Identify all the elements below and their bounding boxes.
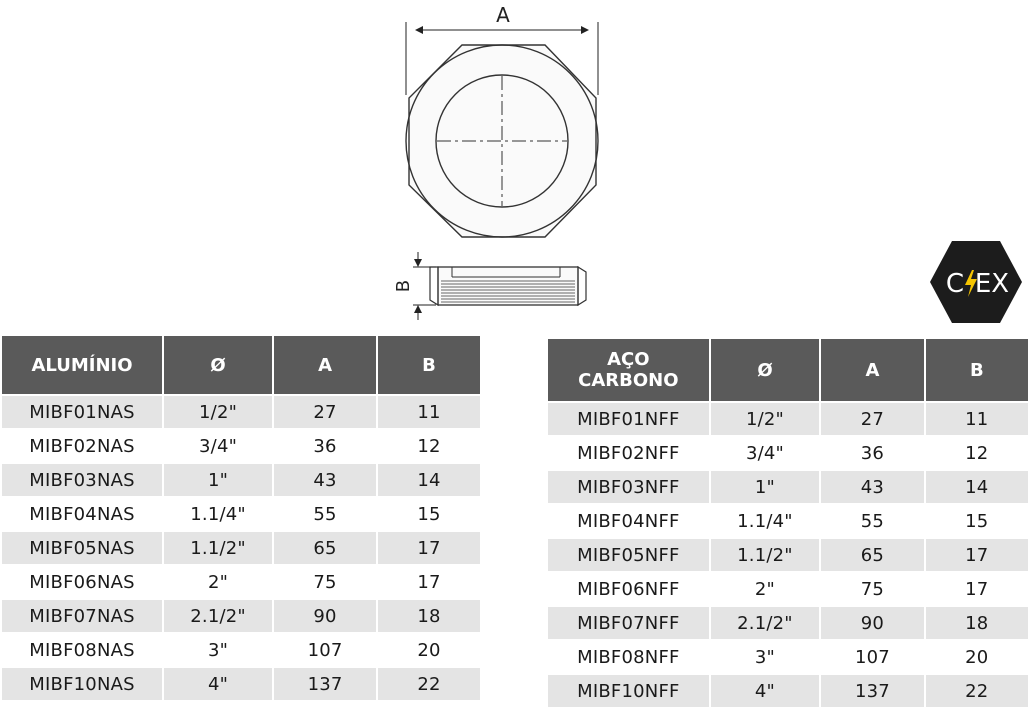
table-row xyxy=(2,464,480,496)
header-diameter: Ø xyxy=(711,339,820,401)
cell-diameter: 1.1/4" xyxy=(711,505,820,537)
cell-diameter: 1.1/2" xyxy=(164,532,272,564)
cell-diameter: 1.1/2" xyxy=(711,539,820,571)
cell-a: 137 xyxy=(821,675,923,707)
table-row xyxy=(548,539,1028,571)
cell-b: 22 xyxy=(926,675,1028,707)
header-material-line1: AÇO xyxy=(607,349,650,370)
table-row xyxy=(2,430,480,462)
header-a: A xyxy=(274,336,376,394)
cell-diameter: 4" xyxy=(711,675,820,707)
cell-b: 20 xyxy=(926,641,1028,673)
cell-b: 11 xyxy=(926,403,1028,435)
cell-b: 17 xyxy=(378,566,480,598)
cell-b: 12 xyxy=(378,430,480,462)
table-header-row xyxy=(548,339,1028,401)
cell-code: MIBF08NAS xyxy=(2,634,162,666)
table-row xyxy=(2,634,480,666)
dimension-a-label: A xyxy=(496,3,510,27)
cell-diameter: 1.1/4" xyxy=(164,498,272,530)
cell-code: MIBF08NFF xyxy=(548,641,709,673)
header-material: ALUMÍNIO xyxy=(2,336,162,394)
cell-code: MIBF02NAS xyxy=(2,430,162,462)
cell-a: 36 xyxy=(274,430,376,462)
table-header-row xyxy=(2,336,480,394)
cell-diameter: 2.1/2" xyxy=(164,600,272,632)
cell-a: 90 xyxy=(821,607,923,639)
table-row xyxy=(548,437,1028,469)
cell-diameter: 2" xyxy=(711,573,820,605)
table-row xyxy=(2,498,480,530)
cell-code: MIBF06NFF xyxy=(548,573,709,605)
cell-a: 27 xyxy=(821,403,923,435)
cell-diameter: 3" xyxy=(711,641,820,673)
header-material-line2: CARBONO xyxy=(578,370,679,391)
cell-a: 43 xyxy=(821,471,923,503)
cell-b: 11 xyxy=(378,396,480,428)
cell-a: 107 xyxy=(821,641,923,673)
cell-a: 55 xyxy=(821,505,923,537)
cell-b: 20 xyxy=(378,634,480,666)
table-row xyxy=(2,396,480,428)
aluminio-table xyxy=(0,334,482,702)
cell-a: 107 xyxy=(274,634,376,666)
cell-code: MIBF04NFF xyxy=(548,505,709,537)
header-b: B xyxy=(378,336,480,394)
cell-a: 75 xyxy=(274,566,376,598)
cell-b: 17 xyxy=(926,539,1028,571)
cell-diameter: 3" xyxy=(164,634,272,666)
table-row xyxy=(548,675,1028,707)
header-material xyxy=(548,339,709,401)
cell-code: MIBF03NFF xyxy=(548,471,709,503)
table-row xyxy=(548,505,1028,537)
cell-diameter: 3/4" xyxy=(711,437,820,469)
cell-code: MIBF07NFF xyxy=(548,607,709,639)
cell-code: MIBF10NFF xyxy=(548,675,709,707)
table-row xyxy=(548,573,1028,605)
cell-b: 17 xyxy=(378,532,480,564)
cell-b: 18 xyxy=(926,607,1028,639)
header-diameter: Ø xyxy=(164,336,272,394)
cell-diameter: 1/2" xyxy=(711,403,820,435)
table-row xyxy=(2,532,480,564)
cell-diameter: 1/2" xyxy=(164,396,272,428)
cell-code: MIBF07NAS xyxy=(2,600,162,632)
table-row xyxy=(548,403,1028,435)
cell-b: 12 xyxy=(926,437,1028,469)
cell-a: 137 xyxy=(274,668,376,700)
logo-text-left: C xyxy=(945,269,965,299)
table-row xyxy=(2,668,480,700)
cell-a: 75 xyxy=(821,573,923,605)
table-row xyxy=(548,641,1028,673)
cell-code: MIBF04NAS xyxy=(2,498,162,530)
cell-diameter: 1" xyxy=(711,471,820,503)
cell-code: MIBF01NFF xyxy=(548,403,709,435)
aco-carbono-table xyxy=(546,337,1030,709)
header-a: A xyxy=(821,339,923,401)
cell-a: 43 xyxy=(274,464,376,496)
cell-code: MIBF03NAS xyxy=(2,464,162,496)
cell-code: MIBF10NAS xyxy=(2,668,162,700)
cell-diameter: 4" xyxy=(164,668,272,700)
cell-b: 15 xyxy=(378,498,480,530)
table-row xyxy=(548,471,1028,503)
cell-code: MIBF05NAS xyxy=(2,532,162,564)
cell-code: MIBF01NAS xyxy=(2,396,162,428)
cell-diameter: 1" xyxy=(164,464,272,496)
cell-code: MIBF02NFF xyxy=(548,437,709,469)
cell-diameter: 3/4" xyxy=(164,430,272,462)
cell-a: 65 xyxy=(274,532,376,564)
cell-a: 90 xyxy=(274,600,376,632)
header-b: B xyxy=(926,339,1028,401)
cell-b: 15 xyxy=(926,505,1028,537)
cell-a: 65 xyxy=(821,539,923,571)
cell-code: MIBF05NFF xyxy=(548,539,709,571)
cell-b: 18 xyxy=(378,600,480,632)
cex-logo xyxy=(929,240,1023,324)
logo-text-right: EX xyxy=(974,269,1010,299)
cell-a: 55 xyxy=(274,498,376,530)
table-row xyxy=(548,607,1028,639)
cell-a: 27 xyxy=(274,396,376,428)
cell-b: 17 xyxy=(926,573,1028,605)
dimension-b-label: B xyxy=(393,279,414,293)
nut-top-view xyxy=(406,45,598,237)
cell-b: 14 xyxy=(378,464,480,496)
cell-a: 36 xyxy=(821,437,923,469)
cell-diameter: 2.1/2" xyxy=(711,607,820,639)
technical-drawing xyxy=(0,0,1030,340)
cell-code: MIBF06NAS xyxy=(2,566,162,598)
cell-diameter: 2" xyxy=(164,566,272,598)
nut-side-view xyxy=(430,267,586,305)
dimension-b xyxy=(413,252,436,320)
table-row xyxy=(2,600,480,632)
table-row xyxy=(2,566,480,598)
cell-b: 22 xyxy=(378,668,480,700)
cell-b: 14 xyxy=(926,471,1028,503)
